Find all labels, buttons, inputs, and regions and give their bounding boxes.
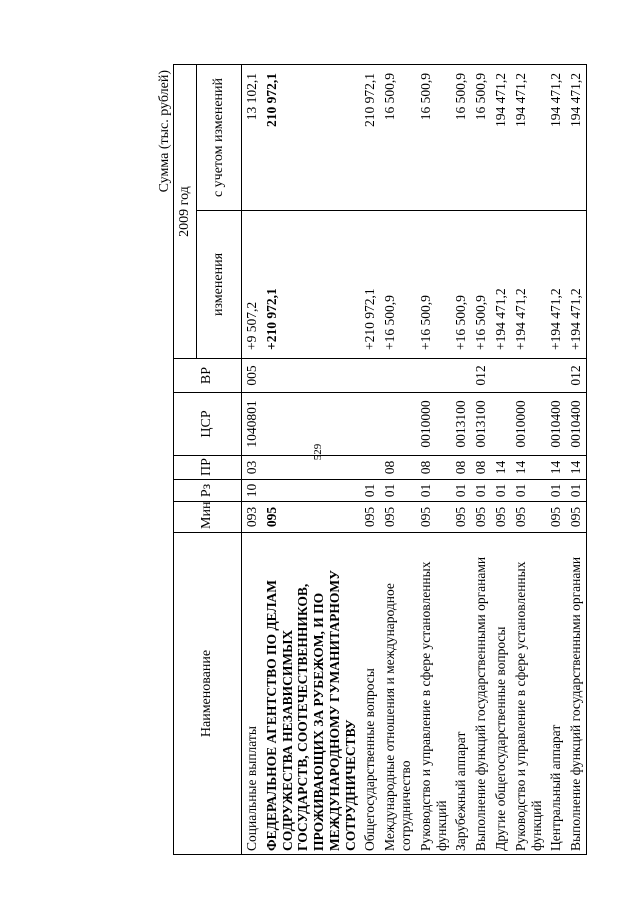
table-body <box>242 65 587 855</box>
cell-change: +194 471,2 <box>511 211 547 359</box>
table-header <box>174 65 242 855</box>
cell-pr: 14 <box>566 456 586 480</box>
cell-pr <box>360 456 380 480</box>
page-number: 529 <box>312 443 324 461</box>
cell-pr: 08 <box>380 456 416 480</box>
cell-name: Другие общегосударственные вопросы <box>491 533 511 855</box>
header-changes: изменения <box>197 211 242 359</box>
cell-min: 095 <box>511 502 547 533</box>
cell-min: 093 <box>242 502 262 533</box>
cell-vr: 012 <box>566 359 586 393</box>
cell-total: 194 471,2 <box>511 65 547 211</box>
cell-min: 095 <box>491 502 511 533</box>
cell-total: 16 500,9 <box>416 65 452 211</box>
cell-rz: 01 <box>451 480 471 502</box>
cell-total: 194 471,2 <box>491 65 511 211</box>
cell-csr: 0010000 <box>511 393 547 456</box>
header-vr: ВР <box>174 359 242 393</box>
cell-change: +16 500,9 <box>451 211 471 359</box>
cell-vr: 012 <box>471 359 491 393</box>
cell-change: +210 972,1 <box>262 211 361 359</box>
cell-csr: 1040801 <box>242 393 262 456</box>
cell-pr: 08 <box>471 456 491 480</box>
cell-name: Социальные выплаты <box>242 533 262 855</box>
cell-rz: 01 <box>380 480 416 502</box>
cell-change: +16 500,9 <box>380 211 416 359</box>
header-year: 2009 год <box>174 65 197 359</box>
cell-pr: 08 <box>451 456 471 480</box>
cell-csr <box>491 393 511 456</box>
table-row <box>360 65 380 855</box>
header-pr: ПР <box>174 456 242 480</box>
cell-min: 095 <box>471 502 491 533</box>
cell-total: 194 471,2 <box>566 65 586 211</box>
cell-vr <box>360 359 380 393</box>
cell-name: Международные отношения и международное сотрудничество <box>380 533 416 855</box>
cell-vr <box>451 359 471 393</box>
cell-csr: 0010400 <box>546 393 566 456</box>
header-rz: Рз <box>174 480 242 502</box>
cell-change: +194 471,2 <box>546 211 566 359</box>
cell-csr: 0013100 <box>471 393 491 456</box>
cell-total: 16 500,9 <box>451 65 471 211</box>
cell-min: 095 <box>360 502 380 533</box>
cell-change: +210 972,1 <box>360 211 380 359</box>
cell-name: Общегосударственные вопросы <box>360 533 380 855</box>
budget-table <box>173 64 587 855</box>
cell-pr: 14 <box>546 456 566 480</box>
cell-rz: 01 <box>491 480 511 502</box>
cell-rz: 01 <box>471 480 491 502</box>
table-row <box>511 65 547 855</box>
cell-total: 16 500,9 <box>471 65 491 211</box>
cell-change: +194 471,2 <box>491 211 511 359</box>
cell-vr: 005 <box>242 359 262 393</box>
cell-total: 13 102,1 <box>242 65 262 211</box>
table-row <box>471 65 491 855</box>
cell-csr: 0013100 <box>451 393 471 456</box>
cell-pr <box>262 456 361 480</box>
cell-name: Центральный аппарат <box>546 533 566 855</box>
cell-change: +16 500,9 <box>471 211 491 359</box>
cell-rz <box>262 480 361 502</box>
cell-name: Руководство и управление в сфере установленных функций <box>511 533 547 855</box>
unit-label: Сумма (тыс. рублей) <box>157 70 172 193</box>
cell-vr <box>546 359 566 393</box>
cell-change: +16 500,9 <box>416 211 452 359</box>
table-row <box>380 65 416 855</box>
cell-rz: 10 <box>242 480 262 502</box>
cell-vr <box>262 359 361 393</box>
cell-csr: 0010000 <box>416 393 452 456</box>
cell-pr: 14 <box>491 456 511 480</box>
cell-name: Выполнение функций государственными органами <box>566 533 586 855</box>
table-row <box>262 65 361 855</box>
cell-change: +194 471,2 <box>566 211 586 359</box>
rotated-page-content <box>157 65 630 855</box>
cell-total: 210 972,1 <box>360 65 380 211</box>
cell-total: 16 500,9 <box>380 65 416 211</box>
cell-name: Зарубежный аппарат <box>451 533 471 855</box>
cell-rz: 01 <box>416 480 452 502</box>
cell-min: 095 <box>451 502 471 533</box>
cell-name: ФЕДЕРАЛЬНОЕ АГЕНТСТВО ПО ДЕЛАМ СОДРУЖЕСТВА НЕЗАВИСИМЫХ ГОСУДАРСТВ, СООТЕЧЕСТВЕННИКОВ, ПРОЖИВАЮЩИХ ЗА РУБЕЖОМ, И ПО МЕЖДУНАРОДНОМУ ГУМАНИТАРНОМУ СОТРУДНИЧЕСТВУ <box>262 533 361 855</box>
cell-name: Руководство и управление в сфере установленных функций <box>416 533 452 855</box>
cell-vr <box>491 359 511 393</box>
cell-rz: 01 <box>360 480 380 502</box>
cell-pr: 08 <box>416 456 452 480</box>
cell-min: 095 <box>546 502 566 533</box>
cell-csr <box>262 393 361 456</box>
cell-csr: 0010400 <box>566 393 586 456</box>
cell-rz: 01 <box>546 480 566 502</box>
cell-rz: 01 <box>566 480 586 502</box>
cell-min: 095 <box>566 502 586 533</box>
header-name: Наименование <box>174 533 242 855</box>
cell-pr: 03 <box>242 456 262 480</box>
cell-vr <box>416 359 452 393</box>
cell-total: 194 471,2 <box>546 65 566 211</box>
table-row <box>566 65 586 855</box>
cell-csr <box>360 393 380 456</box>
table-row <box>242 65 262 855</box>
cell-total: 210 972,1 <box>262 65 361 211</box>
table-row <box>416 65 452 855</box>
cell-min: 095 <box>262 502 361 533</box>
cell-csr <box>380 393 416 456</box>
header-with-changes: с учетом изменений <box>197 65 242 211</box>
cell-min: 095 <box>416 502 452 533</box>
header-csr: ЦСР <box>174 393 242 456</box>
header-min: Мин <box>174 502 242 533</box>
table-row <box>451 65 471 855</box>
cell-name: Выполнение функций государственными органами <box>471 533 491 855</box>
table-row <box>546 65 566 855</box>
table-row <box>491 65 511 855</box>
cell-rz: 01 <box>511 480 547 502</box>
cell-pr: 14 <box>511 456 547 480</box>
cell-change: +9 507,2 <box>242 211 262 359</box>
cell-vr <box>511 359 547 393</box>
cell-min: 095 <box>380 502 416 533</box>
cell-vr <box>380 359 416 393</box>
